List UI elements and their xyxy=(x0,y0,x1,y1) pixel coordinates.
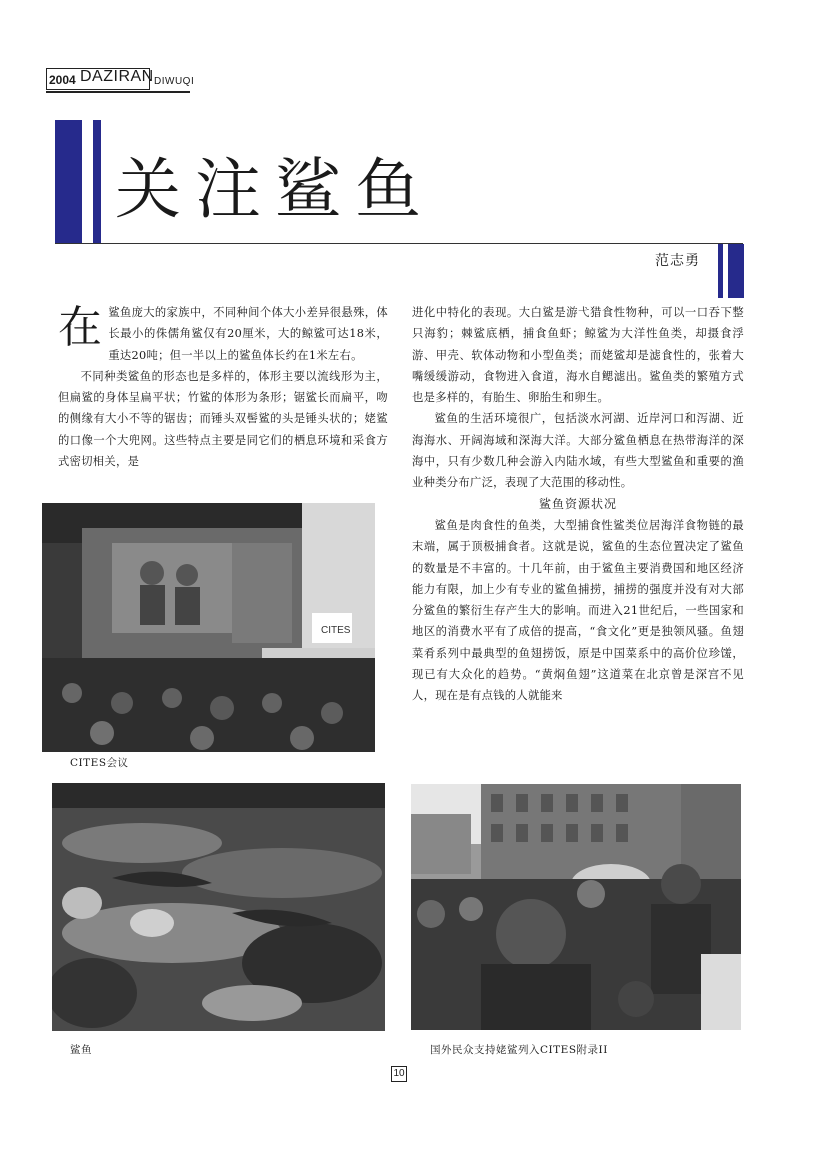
right-column xyxy=(412,302,744,707)
protest-photo xyxy=(411,784,741,1030)
right-paragraph-2: 鲨鱼的生活环境很广，包括淡水河湖、近岸河口和泻湖、近海海水、开阔海域和深海大洋。大部分鲨鱼栖息在热带海洋的深海中，只有少数几种会游入内陆水域，有些大型鲨鱼和重要的渔业种类分布广泛，表现了大范围的移动性。 xyxy=(412,412,744,490)
protest-caption: 国外民众支持姥鲨列入CITES附录II xyxy=(430,1044,608,1056)
cites-meeting-photo xyxy=(42,503,375,752)
header-year: 2004 xyxy=(49,73,76,87)
article-title: 关注鲨鱼 xyxy=(115,151,435,228)
cites-caption: CITES会议 xyxy=(70,757,129,769)
left-paragraph-2: 不同种类鲨鱼的形态也是多样的，体形主要以流线形为主，但扁鲨的身体呈扁平状；竹鲨的体形为条形；锯鲨长而扁平，吻的侧缘有大小不等的锯齿；而锤头双髻鲨的头是锤头状的；姥鲨的口像一个大兜网。这些特点主要是同它们的栖息环境和采食方式密切相关，是 xyxy=(58,369,388,469)
right-paragraph-3: 鲨鱼是肉食性的鱼类，大型捕食性鲨类位居海洋食物链的最末端，属于顶极捕食者。这就是说，鲨鱼的生态位置决定了鲨鱼的数量是不丰富的。十几年前，由于鲨鱼主要消费国和地区经济能力有限，加上少有专业的鲨鱼捕捞，捕捞的强度并没有对大部分鲨鱼的繁衍生存产生大的影响。而进入21世纪后，一些国家和地区的消费水平有了成倍的提高，“食文化”更是独领风骚。鱼翅菜肴系列中最典型的鱼翅捞饭，原是中国菜系中的高价位珍馐，现已有大众化的趋势。“黄焖鱼翅”这道菜在北京曾是深宫不见人，现在是有点钱的人就能来 xyxy=(412,518,744,703)
header-underline xyxy=(46,91,190,93)
shark-photo xyxy=(52,783,385,1031)
title-accent-bar-thin xyxy=(93,120,101,244)
header-issue: DIWUQI xyxy=(154,76,195,87)
right-paragraph-1: 进化中特化的表现。大白鲨是游弋猎食性物种，可以一口吞下整只海豹；棘鲨底栖，捕食鱼虾；鲸鲨为大洋性鱼类，却摄食浮游、甲壳、软体动物和小型鱼类；而姥鲨却是滤食性的，张着大嘴缓缓游动，食物进入食道，海水自鳃滤出。鲨鱼类的繁殖方式也是多样的，有胎生、卵胎生和卵生。 xyxy=(412,306,744,405)
shark-image xyxy=(52,783,385,1031)
author-accent-bar xyxy=(728,244,744,298)
page-number: 10 xyxy=(391,1066,407,1082)
author-accent-bar-thin xyxy=(718,244,723,298)
title-rule xyxy=(55,243,743,244)
header-magazine-name: DAZIRAN xyxy=(80,68,154,85)
left-paragraph-1: 在鲨鱼庞大的家族中，不同种间个体大小差异很悬殊，体长最小的侏儒角鲨仅有20厘米，大的鲸鲨可达18米，重达20吨；但一半以上的鲨鱼体长约在1米左右。 xyxy=(58,302,388,362)
section-subhead: 鲨鱼资源状况 xyxy=(538,496,617,511)
cites-meeting-image xyxy=(42,503,375,752)
banner-text: CITES xyxy=(321,625,351,636)
protest-image xyxy=(411,784,741,1030)
title-accent-bar xyxy=(55,120,82,244)
left-column xyxy=(58,302,388,472)
drop-cap: 在 xyxy=(58,302,103,353)
author-name: 范志勇 xyxy=(655,253,700,269)
shark-caption: 鲨鱼 xyxy=(70,1044,92,1056)
